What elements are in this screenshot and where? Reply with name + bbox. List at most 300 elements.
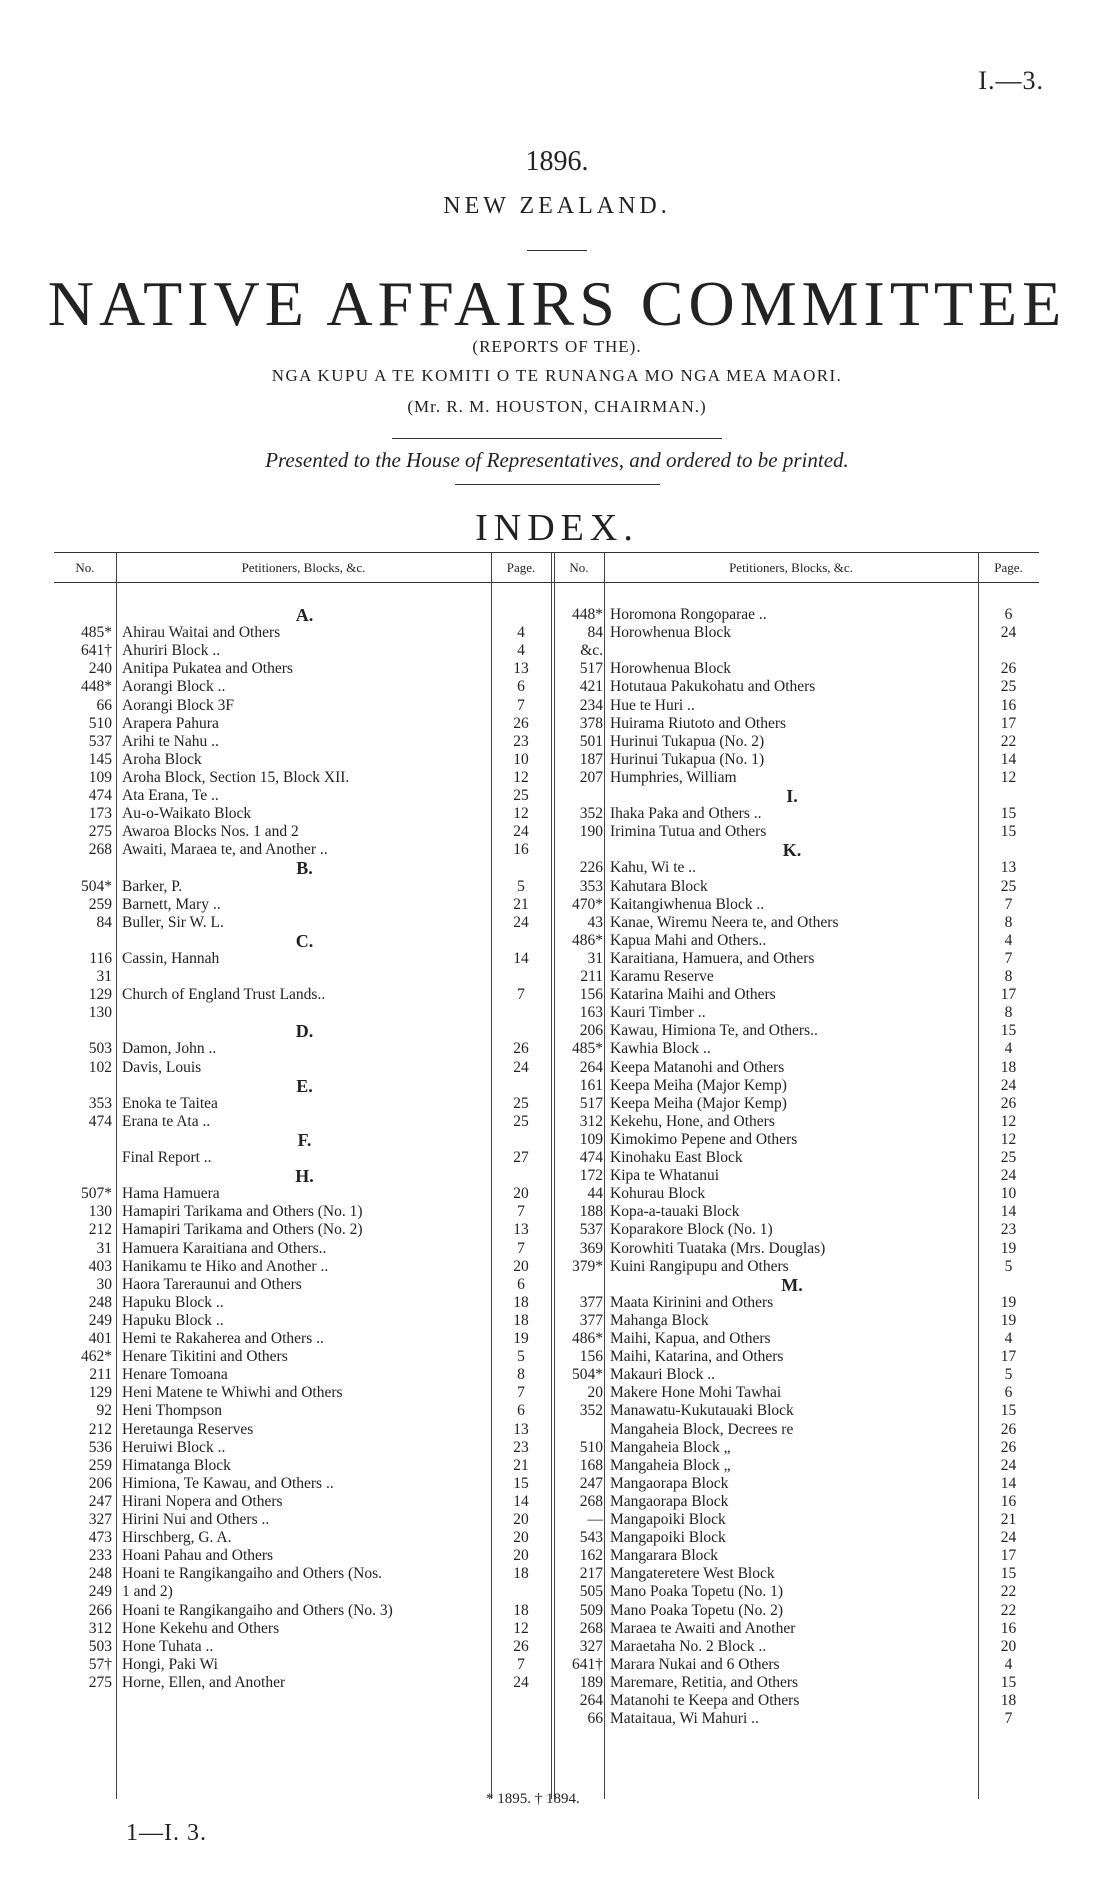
- entry-number: 264: [579, 1692, 603, 1709]
- entry-name: Heretaunga Reserves: [122, 1420, 254, 1438]
- index-row: [54, 968, 1039, 986]
- entry-number: 510: [88, 714, 112, 732]
- entry-number: 31: [587, 949, 603, 967]
- entry-number: 353: [579, 877, 603, 895]
- entry-page: 14: [1000, 1474, 1017, 1492]
- entry-page: 8: [1004, 968, 1013, 985]
- entry-name: Makere Hone Mohi Tawhai: [610, 1384, 782, 1402]
- entry-number: 129: [88, 986, 112, 1004]
- index-row: [54, 1402, 1039, 1420]
- entry-number: 249: [88, 1583, 112, 1601]
- entry-number: 474: [579, 1149, 603, 1166]
- entry-number: 504*: [572, 1366, 603, 1384]
- entry-number: 504*: [81, 877, 112, 895]
- entry-page: 16: [513, 841, 529, 859]
- entry-number: —: [587, 1511, 603, 1528]
- entry-page: 7: [517, 986, 525, 1004]
- entry-page: 25: [513, 1094, 529, 1112]
- entry-page: 12: [513, 1619, 529, 1637]
- index-row: [54, 1384, 1039, 1402]
- index-row: [54, 878, 1039, 896]
- entry-number: 163: [579, 1004, 603, 1022]
- index-row: [54, 1602, 1039, 1620]
- index-row: [54, 1656, 1039, 1674]
- entry-name: Buller, Sir W. L.: [122, 913, 224, 931]
- entry-page: 20: [513, 1511, 529, 1528]
- entry-page: 24: [513, 823, 529, 841]
- entry-number: 327: [88, 1511, 112, 1528]
- entry-name: Anitipa Pukatea and Others: [122, 660, 293, 678]
- index-row: [54, 733, 1039, 751]
- entry-number: 145: [88, 750, 112, 768]
- index-row: [54, 1258, 1039, 1276]
- index-row: [54, 697, 1039, 715]
- entry-name: Matanohi te Keepa and Others: [610, 1692, 800, 1709]
- entry-number: 470*: [572, 895, 603, 913]
- entry-number: 486*: [572, 1330, 603, 1347]
- subtitle: (REPORTS OF THE).: [472, 337, 642, 356]
- entry-name: Heni Thompson: [122, 1402, 223, 1420]
- col-header-page: Page.: [994, 560, 1023, 575]
- entry-name: Mangaorapa Block: [610, 1474, 729, 1492]
- entry-name: Hemi te Rakaherea and Others ..: [122, 1330, 324, 1347]
- entry-number: 188: [579, 1203, 603, 1221]
- entry-name: Awaiti, Maraea te, and Another ..: [122, 841, 328, 859]
- entry-page: 24: [513, 1673, 529, 1691]
- entry-number: 352: [579, 1402, 603, 1420]
- index-row: [54, 769, 1039, 787]
- entry-name: Marara Nukai and 6 Others: [610, 1655, 780, 1673]
- entry-number: 206: [88, 1474, 112, 1492]
- entry-page: 26: [513, 1637, 529, 1655]
- entry-page: 6: [517, 1402, 525, 1420]
- entry-number: 172: [579, 1167, 603, 1185]
- entry-name: Final Report ..: [122, 1149, 212, 1166]
- entry-name: Hamapiri Tarikama and Others (No. 2): [122, 1221, 363, 1239]
- entry-name: Hirani Nopera and Others: [122, 1492, 283, 1510]
- index-row: [54, 1167, 1039, 1185]
- entry-page: 21: [513, 1456, 529, 1474]
- entry-page: 15: [1000, 1022, 1017, 1040]
- entry-number: 378: [579, 714, 603, 732]
- entry-name: Mano Poaka Topetu (No. 2): [610, 1601, 783, 1619]
- entry-page: 24: [1000, 624, 1017, 642]
- entry-name: Kawau, Himiona Te, and Others..: [610, 1022, 818, 1040]
- entry-name: Maraea te Awaiti and Another: [610, 1619, 796, 1637]
- entry-page: 15: [1000, 1673, 1017, 1691]
- entry-name: Kekehu, Hone, and Others: [610, 1112, 775, 1130]
- entry-name: Karaitiana, Hamuera, and Others: [610, 949, 815, 967]
- entry-name: Kauri Timber ..: [610, 1004, 706, 1022]
- entry-page: 5: [517, 877, 525, 895]
- index-row: [54, 896, 1039, 914]
- entry-name: Mangarara Block: [610, 1547, 719, 1565]
- entry-name: Aorangi Block ..: [122, 678, 226, 696]
- entry-name: Kopa-a-tauaki Block: [610, 1203, 740, 1221]
- entry-number: 44: [587, 1185, 603, 1203]
- index-row: [54, 1312, 1039, 1330]
- entry-name: Hone Kekehu and Others: [122, 1619, 280, 1637]
- entry-number: 268: [579, 1619, 603, 1637]
- entry-number: 226: [579, 859, 603, 877]
- index-row: [54, 1475, 1039, 1493]
- entry-page: 16: [1000, 1492, 1017, 1510]
- entry-name: Hurinui Tukapua (No. 1): [610, 750, 765, 768]
- entry-number: 312: [88, 1619, 112, 1637]
- entry-number: 84: [587, 624, 603, 642]
- entry-page: 20: [1000, 1637, 1017, 1655]
- entry-name: Mataitaua, Wi Mahuri ..: [610, 1710, 759, 1728]
- entry-page: 24: [1000, 1076, 1017, 1094]
- entry-page: 26: [513, 714, 529, 732]
- col-header-petitioners: Petitioners, Blocks, &c.: [729, 560, 853, 575]
- entry-name: Ata Erana, Te ..: [122, 787, 219, 804]
- entry-page: 7: [1004, 895, 1013, 913]
- entry-number: 473: [88, 1529, 112, 1547]
- entry-page: 20: [513, 1185, 529, 1203]
- entry-number: 130: [88, 1004, 112, 1022]
- entry-number: 448*: [572, 606, 603, 623]
- entry-page: 26: [513, 1040, 529, 1058]
- entry-name: Mangapoiki Block: [610, 1511, 726, 1528]
- entry-page: 16: [1000, 1619, 1017, 1637]
- section-letter-label: E.: [296, 1075, 313, 1096]
- entry-page: 25: [1000, 877, 1017, 895]
- entry-number: 173: [88, 805, 112, 823]
- entry-name: Kuini Rangipupu and Others: [610, 1257, 789, 1275]
- page-title: NATIVE AFFAIRS COMMITTEE: [47, 268, 1067, 339]
- entry-name: Henare Tikitini and Others: [122, 1348, 288, 1366]
- entry-page: 6: [517, 1275, 525, 1293]
- entry-page: 4: [517, 642, 525, 660]
- entry-name: Henare Tomoana: [122, 1366, 228, 1384]
- entry-name: Mangapoiki Block: [610, 1529, 726, 1547]
- index-row: [54, 1692, 1039, 1710]
- entry-number: 312: [579, 1112, 603, 1130]
- entry-number: 641†: [572, 1655, 603, 1673]
- entry-number: 102: [88, 1058, 112, 1076]
- section-letter: [54, 841, 1039, 859]
- index-row: [54, 1421, 1039, 1439]
- index-row: [54, 1620, 1039, 1638]
- entry-name: Kahutara Block: [610, 877, 708, 895]
- section-letter-label: H.: [295, 1166, 314, 1187]
- entry-page: 8: [517, 1366, 525, 1384]
- entry-number: 537: [88, 732, 112, 750]
- entry-number: 211: [89, 1366, 112, 1384]
- index-row: [54, 1022, 1039, 1040]
- entry-name: Church of England Trust Lands..: [122, 986, 326, 1004]
- entry-page: 7: [517, 696, 525, 714]
- entry-name: Maremare, Retitia, and Others: [610, 1673, 799, 1691]
- entry-name: Hone Tuhata ..: [122, 1637, 214, 1655]
- entry-name: Horowhenua Block: [610, 624, 731, 642]
- entry-page: 15: [1000, 805, 1017, 823]
- entry-name: Hirschberg, G. A.: [122, 1529, 232, 1547]
- entry-page: 15: [513, 1474, 529, 1492]
- entry-number: 249: [88, 1311, 112, 1329]
- index-row: [54, 823, 1039, 841]
- entry-page: 26: [1000, 1438, 1017, 1456]
- page-identifier: 1—I. 3.: [126, 1820, 207, 1846]
- entry-name: Maraetaha No. 2 Block ..: [610, 1637, 767, 1655]
- entry-name: Keepa Meiha (Major Kemp): [610, 1076, 787, 1094]
- divider: [392, 438, 722, 439]
- entry-number: 156: [579, 986, 603, 1004]
- entry-page: 12: [1000, 768, 1017, 786]
- entry-name: Ihaka Paka and Others ..: [610, 805, 762, 823]
- entry-name: Mangaheia Block „: [610, 1456, 731, 1474]
- entry-page: 22: [1000, 732, 1017, 750]
- entry-name: Korowhiti Tuataka (Mrs. Douglas): [610, 1239, 826, 1257]
- entry-page: 13: [1000, 859, 1017, 877]
- entry-page: 12: [513, 805, 529, 823]
- entry-page: 19: [1000, 1311, 1017, 1329]
- entry-number: 275: [88, 1673, 112, 1691]
- entry-number: 503: [88, 1637, 112, 1655]
- index-row: [54, 1077, 1039, 1095]
- country: NEW ZEALAND.: [443, 193, 671, 219]
- entry-number: 217: [579, 1565, 603, 1583]
- index-row: [54, 1040, 1039, 1058]
- entry-number: 275: [88, 823, 112, 841]
- entry-page: 7: [1004, 1710, 1013, 1728]
- entry-page: 17: [1000, 714, 1017, 732]
- section-letter: [54, 1276, 1039, 1294]
- entry-number: 448*: [81, 678, 112, 696]
- index-table: [54, 552, 1039, 1799]
- entry-number: 31: [96, 1239, 112, 1257]
- entry-name: Himiona, Te Kawau, and Others ..: [122, 1474, 334, 1492]
- entry-page: 24: [513, 913, 529, 931]
- entry-number: 509: [579, 1601, 603, 1619]
- index-row: [54, 1366, 1039, 1384]
- entry-page: 26: [1000, 660, 1017, 678]
- entry-number: 536: [88, 1438, 112, 1456]
- index-row: [54, 1185, 1039, 1203]
- entry-name: Hama Hamuera: [122, 1185, 220, 1203]
- entry-page: 15: [1000, 1565, 1017, 1583]
- section-letter-label: M.: [781, 1274, 803, 1295]
- index-row: [54, 1330, 1039, 1348]
- entry-page: 18: [1000, 1058, 1017, 1076]
- index-row: [54, 1565, 1039, 1583]
- entry-name: Maata Kirinini and Others: [610, 1293, 774, 1311]
- index-row: [54, 1547, 1039, 1565]
- section-letter: [54, 787, 1039, 805]
- entry-page: 5: [1004, 1366, 1013, 1384]
- entry-number: 66: [96, 696, 112, 714]
- entry-page: 6: [1004, 606, 1013, 623]
- entry-name: Horne, Ellen, and Another: [122, 1673, 286, 1691]
- entry-page: 14: [1000, 1203, 1017, 1221]
- entry-number: 248: [88, 1565, 112, 1583]
- entry-number: 247: [579, 1474, 603, 1492]
- entry-page: 25: [513, 787, 529, 804]
- presented-note: Presented to the House of Representatives, and ordered to be printed.: [265, 448, 849, 472]
- entry-page: 7: [517, 1384, 525, 1402]
- entry-number: 474: [88, 787, 112, 804]
- entry-page: 16: [1000, 696, 1017, 714]
- entry-name: Mano Poaka Topetu (No. 1): [610, 1583, 783, 1601]
- entry-page: 4: [1004, 1655, 1013, 1673]
- entry-page: 25: [1000, 678, 1017, 696]
- section-letter-label: K.: [782, 840, 802, 861]
- index-row: [54, 1095, 1039, 1113]
- footnote: * 1895. † 1894.: [486, 1791, 580, 1807]
- index-row: [54, 660, 1039, 678]
- entry-name: Hapuku Block ..: [122, 1293, 224, 1311]
- entry-page: 7: [517, 1239, 525, 1257]
- entry-number: 206: [579, 1022, 603, 1040]
- index-row: [54, 1457, 1039, 1475]
- entry-name: Davis, Louis: [122, 1058, 202, 1076]
- entry-name: Mangaheia Block, Decrees re: [610, 1420, 794, 1438]
- section-letter-label: A.: [295, 605, 314, 625]
- divider: [527, 250, 587, 251]
- entry-name: Himatanga Block: [122, 1456, 231, 1474]
- index-row: [54, 1004, 1039, 1022]
- entry-name: Hirini Nui and Others ..: [122, 1511, 270, 1528]
- index-heading: INDEX.: [475, 507, 639, 549]
- entry-number: 352: [579, 805, 603, 823]
- entry-name: 1 and 2): [122, 1583, 173, 1601]
- section-letter-label: C.: [295, 930, 314, 951]
- entry-page: 6: [517, 678, 525, 696]
- index-row: [54, 1710, 1039, 1728]
- entry-name: Huirama Riutoto and Others: [610, 714, 787, 732]
- index-row: [54, 1240, 1039, 1258]
- entry-page: 4: [1004, 931, 1013, 949]
- entry-name: Horowhenua Block: [610, 660, 731, 678]
- entry-page: 6: [1004, 1384, 1013, 1402]
- index-row: [54, 1131, 1039, 1149]
- entry-number: 327: [579, 1637, 603, 1655]
- entry-name: Hoani te Rangikangaiho and Others (Nos.: [122, 1565, 382, 1583]
- index-row: [54, 1674, 1039, 1692]
- chairman: (Mr. R. M. HOUSTON, CHAIRMAN.): [407, 397, 707, 416]
- entry-name: Hongi, Paki Wi: [122, 1655, 218, 1673]
- entry-number: 234: [579, 696, 603, 714]
- entry-name: Awaroa Blocks Nos. 1 and 2: [122, 823, 299, 841]
- entry-name: Ahuriri Block ..: [122, 642, 221, 660]
- entry-number: 207: [579, 768, 603, 786]
- entry-name: Horomona Rongoparae ..: [610, 606, 767, 623]
- entry-number: 190: [579, 823, 603, 841]
- entry-number: &c.: [580, 642, 603, 660]
- entry-page: 23: [513, 1438, 529, 1456]
- entry-number: 501: [579, 732, 603, 750]
- entry-page: 17: [1000, 986, 1017, 1004]
- entry-name: Hamuera Karaitiana and Others..: [122, 1239, 327, 1257]
- entry-name: Koparakore Block (No. 1): [610, 1221, 773, 1239]
- entry-number: 264: [579, 1058, 603, 1076]
- index-row: [54, 678, 1039, 696]
- entry-page: 20: [513, 1547, 529, 1565]
- entry-number: 248: [88, 1293, 112, 1311]
- entry-number: 537: [579, 1221, 603, 1239]
- entry-page: 18: [513, 1565, 529, 1583]
- index-row: [54, 1113, 1039, 1131]
- entry-page: 7: [1004, 949, 1013, 967]
- entry-name: Makauri Block ..: [610, 1366, 716, 1384]
- entry-number: 109: [579, 1130, 603, 1148]
- paper-reference: I.—3.: [978, 66, 1044, 95]
- entry-number: 212: [88, 1221, 112, 1239]
- entry-name: Kahu, Wi te ..: [610, 859, 697, 877]
- entry-number: 66: [587, 1710, 603, 1728]
- entry-name: Kohurau Block: [610, 1185, 706, 1203]
- entry-number: 156: [579, 1348, 603, 1366]
- entry-name: Kinohaku East Block: [610, 1149, 743, 1166]
- index-row: [54, 1493, 1039, 1511]
- entry-page: 19: [1000, 1239, 1017, 1257]
- entry-number: 421: [579, 678, 603, 696]
- entry-name: Kipa te Whatanui: [610, 1167, 720, 1185]
- entry-page: 8: [1004, 913, 1013, 931]
- entry-number: 130: [88, 1203, 112, 1221]
- entry-number: 641†: [81, 642, 112, 660]
- entry-name: Kanae, Wiremu Neera te, and Others: [610, 913, 839, 931]
- entry-number: 462*: [81, 1348, 112, 1366]
- index-row: [54, 642, 1039, 660]
- entry-name: Mahanga Block: [610, 1311, 709, 1329]
- entry-name: Heni Matene te Whiwhi and Others: [122, 1384, 343, 1402]
- entry-page: 18: [513, 1601, 529, 1619]
- entry-name: Mangaorapa Block: [610, 1492, 729, 1510]
- col-header-page: Page.: [506, 560, 536, 575]
- entry-page: 10: [513, 750, 529, 768]
- index-row: [54, 1221, 1039, 1239]
- entry-page: 21: [1000, 1511, 1017, 1528]
- entry-number: 187: [579, 750, 603, 768]
- entry-name: Hoani te Rangikangaiho and Others (No. 3): [122, 1601, 393, 1619]
- entry-name: Hurinui Tukapua (No. 2): [610, 732, 765, 750]
- entry-name: Keepa Meiha (Major Kemp): [610, 1094, 787, 1112]
- col-header-no: No.: [569, 560, 589, 575]
- entry-page: 25: [513, 1112, 529, 1130]
- entry-name: Mangateretere West Block: [610, 1565, 775, 1583]
- entry-number: 20: [587, 1384, 603, 1402]
- index-row: [54, 1294, 1039, 1312]
- entry-page: 12: [1000, 1112, 1017, 1130]
- entry-number: 240: [88, 660, 112, 678]
- entry-name: Cassin, Hannah: [122, 949, 220, 967]
- entry-name: Hanikamu te Hiko and Another ..: [122, 1257, 329, 1275]
- entry-number: 485*: [572, 1040, 603, 1058]
- index-row: [54, 1149, 1039, 1167]
- entry-name: Heruiwi Block ..: [122, 1438, 226, 1456]
- entry-number: 401: [88, 1330, 112, 1347]
- entry-name: Keepa Matanohi and Others: [610, 1058, 785, 1076]
- entry-page: 17: [1000, 1547, 1017, 1565]
- entry-name: Mangaheia Block „: [610, 1438, 731, 1456]
- entry-page: 8: [1004, 1004, 1013, 1022]
- entry-number: 510: [579, 1438, 603, 1456]
- entry-number: 517: [579, 1094, 603, 1112]
- index-row: [54, 1529, 1039, 1547]
- entry-name: Arapera Pahura: [122, 714, 219, 732]
- section-letter-label: B.: [296, 858, 313, 879]
- entry-page: 23: [513, 732, 529, 750]
- entry-name: Hamapiri Tarikama and Others (No. 1): [122, 1203, 363, 1221]
- entry-page: 27: [513, 1149, 529, 1166]
- entry-page: 18: [1000, 1692, 1017, 1709]
- index-row: [54, 1439, 1039, 1457]
- entry-page: 17: [1000, 1348, 1017, 1366]
- entry-page: 24: [1000, 1529, 1017, 1547]
- entry-number: 486*: [572, 931, 603, 949]
